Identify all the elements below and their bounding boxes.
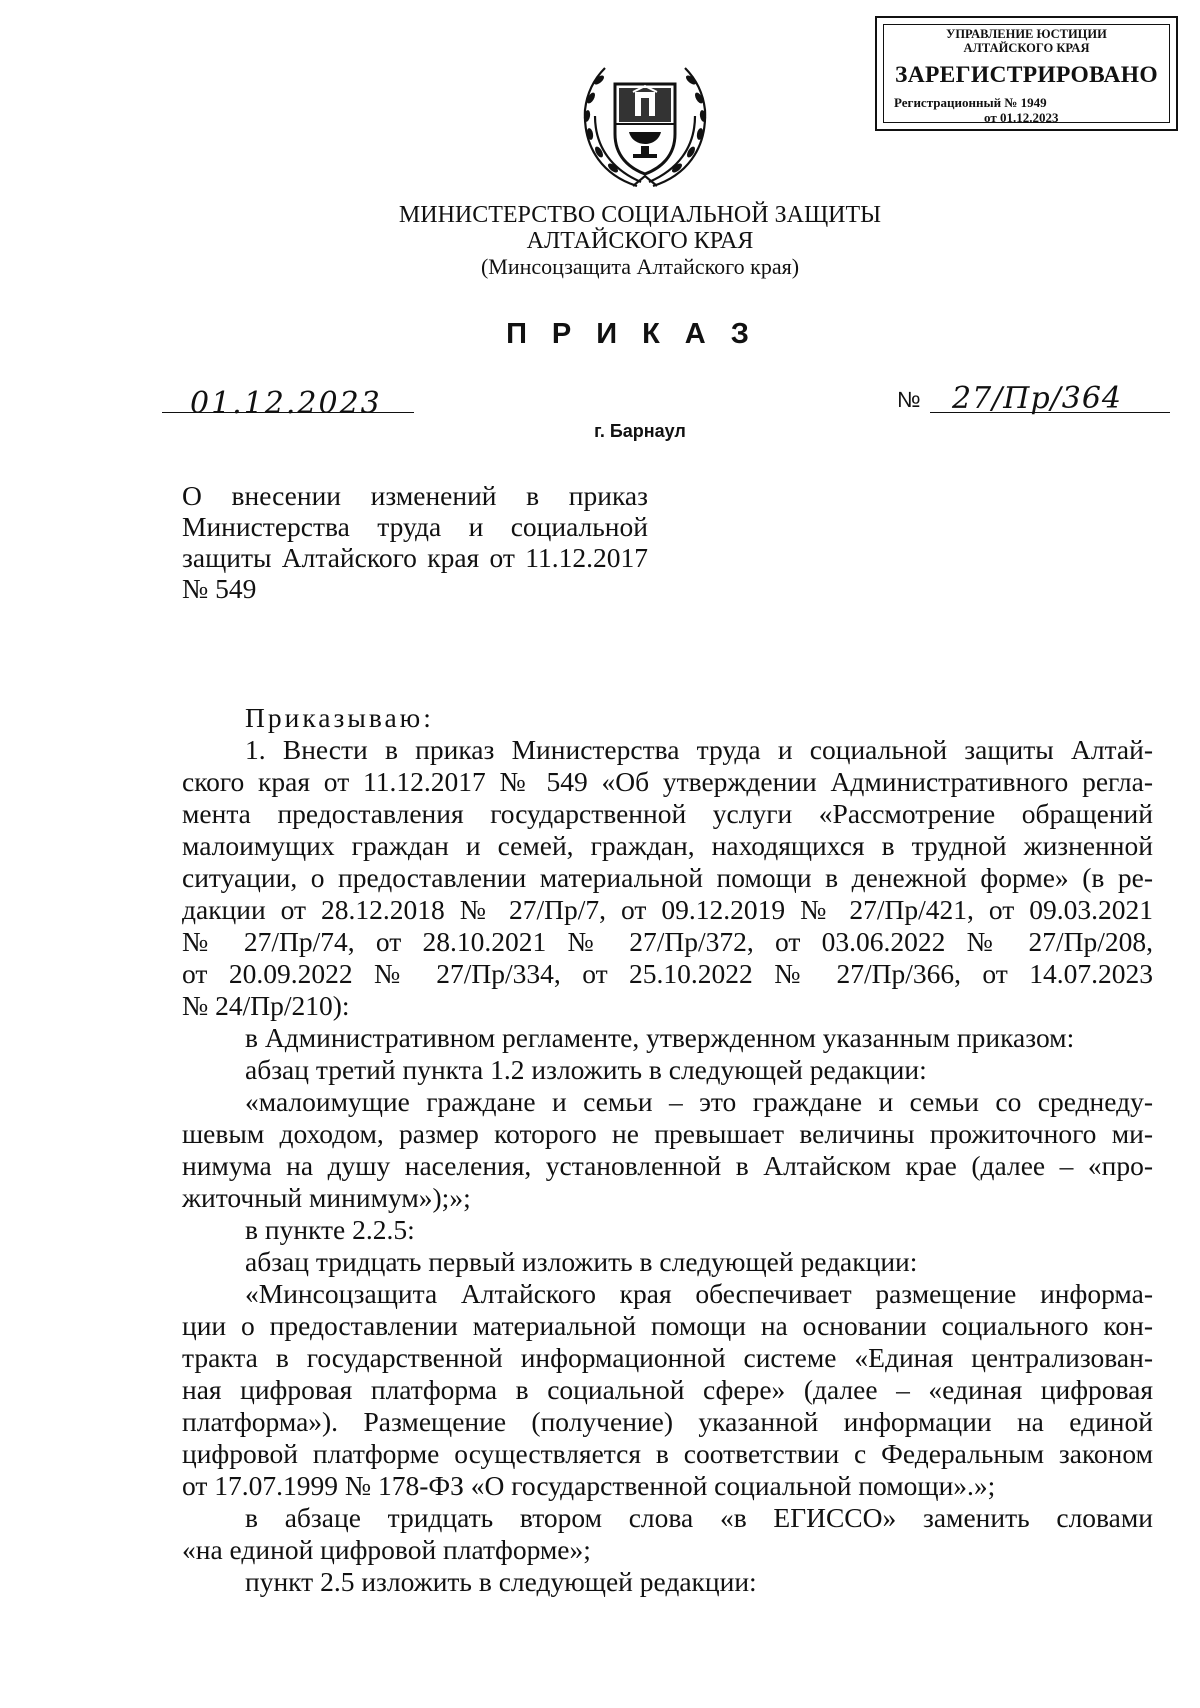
- coat-of-arms-emblem: [575, 58, 715, 192]
- body-line: 1. Внести в приказ Министерства труда и социальной защиты Алтай-: [245, 734, 1153, 765]
- stamp-reg-date: от 01.12.2023: [984, 110, 1059, 125]
- body-line: житочный минимум»);»;: [182, 1182, 471, 1213]
- order-city: г. Барнаул: [594, 421, 686, 441]
- body-line: ции о предоставлении материальной помощи на основании социального кон-: [182, 1310, 1153, 1341]
- order-subject: О внесении изменений в приказ Министерства труда и социальной защиты Алтайского края от 11.12.2017 № 549: [182, 480, 648, 604]
- body-line: пункт 2.5 изложить в следующей редакции:: [245, 1566, 757, 1597]
- body-line: от 17.07.1999 № 178-ФЗ «О государственной социальной помощи».»;: [182, 1470, 996, 1501]
- stamp-dept-line1: УПРАВЛЕНИЕ ЮСТИЦИИ: [946, 27, 1107, 41]
- ministry-name-line2: АЛТАЙСКОГО КРАЯ: [526, 228, 754, 254]
- body-line: дакции от 28.12.2018 № 27/Пр/7, от 09.12.2019 № 27/Пр/421, от 09.03.2021: [182, 894, 1153, 925]
- ministry-name-line1: МИНИСТЕРСТВО СОЦИАЛЬНОЙ ЗАЩИТЫ: [398, 202, 882, 228]
- body-line: в пункте 2.2.5:: [245, 1214, 415, 1245]
- stamp-status: ЗАРЕГИСТРИРОВАНО: [895, 62, 1158, 88]
- body-line: № 24/Пр/210):: [182, 990, 350, 1021]
- stamp-dept-line2: АЛТАЙСКОГО КРАЯ: [963, 41, 1090, 55]
- body-line: мента предоставления государственной услуги «Рассмотрение обращений: [182, 798, 1153, 829]
- body-line: ная цифровая платформа в социальной сфере» (далее – «единая цифровая: [182, 1374, 1153, 1405]
- order-number-handwritten: 27/Пр/364: [952, 381, 1123, 416]
- body-line: нимума на душу населения, установленной в Алтайском крае (далее – «про-: [182, 1150, 1153, 1181]
- body-line: в абзаце тридцать втором слова «в ЕГИССО» заменить словами: [245, 1502, 1153, 1533]
- body-line: тракта в государственной информационной системе «Единая централизован-: [182, 1342, 1153, 1373]
- ministry-short-name: (Минсоцзащита Алтайского края): [480, 254, 800, 279]
- order-command: Приказываю:: [245, 702, 434, 733]
- stamp-inner-border: [883, 24, 1170, 123]
- body-line: № 27/Пр/74, от 28.10.2021 № 27/Пр/372, от 03.06.2022 № 27/Пр/208,: [182, 926, 1153, 957]
- body-line: «на единой цифровой платформе»;: [182, 1534, 591, 1565]
- body-line: абзац третий пункта 1.2 изложить в следующей редакции:: [245, 1054, 927, 1085]
- body-line: от 20.09.2022 № 27/Пр/334, от 25.10.2022 № 27/Пр/366, от 14.07.2023: [182, 958, 1153, 989]
- body-line: платформа»). Размещение (получение) указанной информации на единой: [182, 1406, 1153, 1437]
- date-underline: [162, 412, 414, 413]
- body-line: цифровой платформе осуществляется в соответствии с Федеральным законом: [182, 1438, 1153, 1469]
- body-line: ского края от 11.12.2017 № 549 «Об утверждении Административного регла-: [182, 766, 1153, 797]
- document-type-title: ПРИКАЗ: [506, 318, 774, 350]
- registration-stamp: [875, 16, 1178, 131]
- body-line: «малоимущие граждане и семьи – это граждане и семьи со среднеду-: [245, 1086, 1153, 1117]
- body-line: абзац тридцать первый изложить в следующей редакции:: [245, 1246, 918, 1277]
- body-line: шевым доходом, размер которого не превышает величины прожиточного ми-: [182, 1118, 1153, 1149]
- body-line: малоимущих граждан и семей, граждан, находящихся в трудной жизненной: [182, 830, 1153, 861]
- order-number-label: №: [897, 387, 921, 412]
- order-date-handwritten: 01.12.2023: [190, 386, 382, 421]
- number-underline: [930, 412, 1170, 413]
- stamp-reg-number: Регистрационный № 1949: [894, 95, 1047, 110]
- body-line: в Административном регламенте, утвержденном указанным приказом:: [245, 1022, 1075, 1053]
- body-line: ситуации, о предоставлении материальной помощи в денежной форме» (в ре-: [182, 862, 1153, 893]
- body-line: «Минсоцзащита Алтайского края обеспечивает размещение информа-: [245, 1278, 1153, 1309]
